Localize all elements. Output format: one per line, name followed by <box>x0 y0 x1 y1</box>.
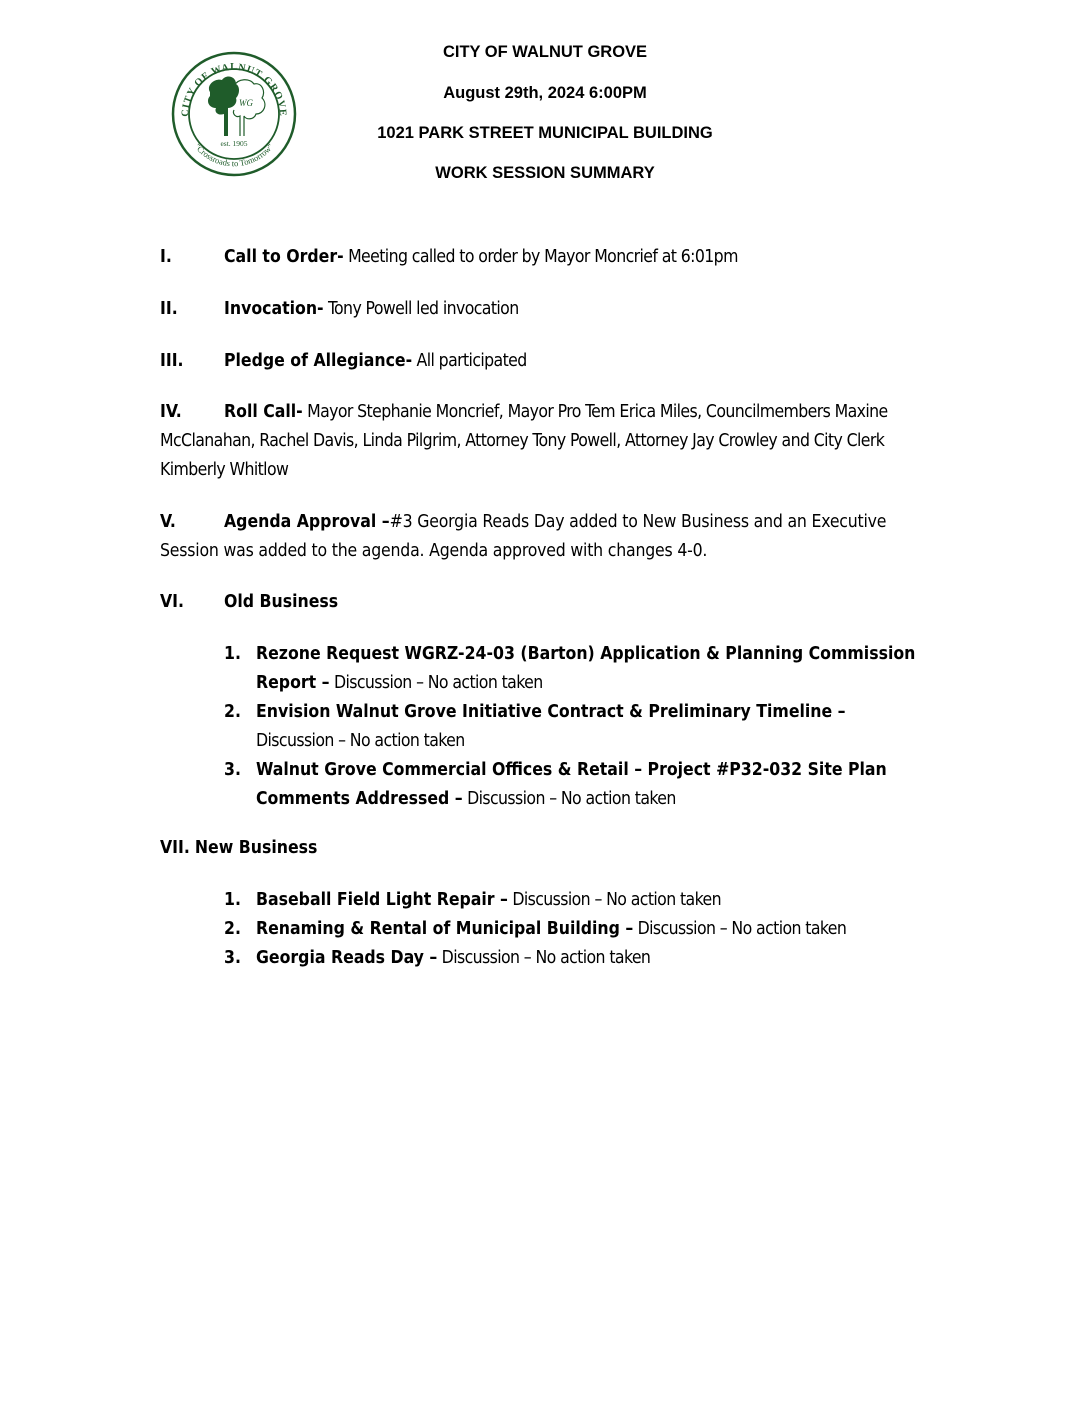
section-text: #3 Georgia Reads Day added to New Business and an Executive Session was added to the agenda. Agenda approved with changes 4-0. <box>160 512 887 561</box>
header-location: 1021 PARK STREET MUNICIPAL BUILDING <box>377 124 713 142</box>
item-title: Renaming & Rental of Municipal Building – <box>256 919 634 939</box>
section-text: Mayor Stephanie Moncrief, Mayor Pro Tem Erica Miles, Councilmembers Maxine McClanahan, Rachel Davis, Linda Pilgrim, Attorney Tony Powell, Attorney Jay Crowley and City Clerk Kimberly Whitlow <box>160 402 888 480</box>
section-label: New Business <box>194 838 318 858</box>
new-business-list <box>224 886 924 973</box>
city-seal-logo <box>170 50 298 178</box>
section-label: Invocation- <box>224 299 324 319</box>
section-pledge <box>160 347 930 376</box>
section-text: Tony Powell led invocation <box>323 299 519 319</box>
item-result: Discussion – No action taken <box>329 673 543 693</box>
section-label: Agenda Approval – <box>224 512 390 532</box>
section-new-business <box>160 834 930 863</box>
list-item <box>224 756 924 814</box>
seal-established: est. 1905 <box>220 139 248 148</box>
item-title: Baseball Field Light Repair – <box>256 890 508 910</box>
section-text: All participated <box>412 351 527 371</box>
old-business-list <box>224 640 924 814</box>
item-title: Envision Walnut Grove Initiative Contract & Preliminary Timeline – <box>256 702 846 722</box>
section-numeral: VI. <box>160 592 185 612</box>
section-agenda-approval <box>160 508 930 566</box>
header-city: CITY OF WALNUT GROVE <box>442 43 648 61</box>
section-numeral: III. <box>160 351 184 371</box>
list-item <box>224 640 924 698</box>
section-numeral: V. <box>160 512 176 532</box>
item-number: 3. <box>224 760 241 780</box>
item-number: 3. <box>224 948 241 968</box>
list-item <box>224 944 924 973</box>
section-label: Old Business <box>224 592 339 612</box>
section-label: Call to Order- <box>224 247 344 267</box>
section-text: Meeting called to order by Mayor Moncrief at 6:01pm <box>343 247 738 267</box>
item-result: Discussion – No action taken <box>256 731 465 751</box>
item-number: 1. <box>224 644 241 664</box>
seal-motto: "Crossroads to Tomorrow" <box>192 141 276 169</box>
section-invocation <box>160 295 930 324</box>
item-result: Discussion – No action taken <box>437 948 651 968</box>
seal-monogram: WG <box>239 98 253 108</box>
item-result: Discussion – No action taken <box>507 890 721 910</box>
item-number: 2. <box>224 702 241 722</box>
item-result: Discussion – No action taken <box>633 919 847 939</box>
section-numeral: IV. <box>160 402 182 422</box>
section-roll-call <box>160 398 930 485</box>
seal-ring-text: CITY OF WALNUT GROVE <box>179 62 289 118</box>
section-numeral: VII. <box>160 838 190 858</box>
section-label: Roll Call- <box>224 402 303 422</box>
header-date: August 29th, 2024 6:00PM <box>443 84 647 102</box>
section-old-business <box>160 588 930 617</box>
item-title: Walnut Grove Commercial Offices & Retail – Project #P32-032 Site Plan Comments Addressed – <box>256 760 887 809</box>
list-item <box>224 698 924 756</box>
section-call-to-order <box>160 243 930 272</box>
document-title: WORK SESSION SUMMARY <box>435 164 655 182</box>
section-numeral: II. <box>160 299 178 319</box>
item-title: Georgia Reads Day – <box>256 948 438 968</box>
item-result: Discussion – No action taken <box>462 789 676 809</box>
section-numeral: I. <box>160 247 172 267</box>
section-label: Pledge of Allegiance- <box>224 351 413 371</box>
list-item <box>224 886 924 915</box>
list-item <box>224 915 924 944</box>
item-number: 2. <box>224 919 241 939</box>
item-number: 1. <box>224 890 241 910</box>
item-title: Rezone Request WGRZ-24-03 (Barton) Application & Planning Commission Report – <box>256 644 916 693</box>
